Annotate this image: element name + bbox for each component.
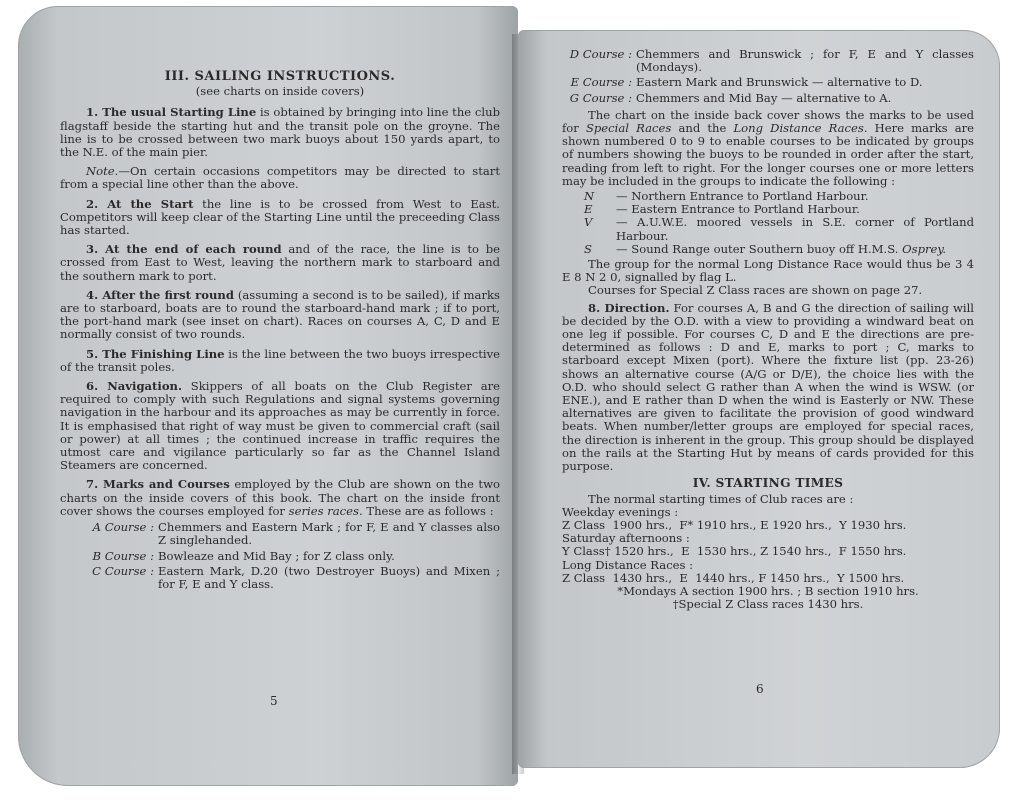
long-distance-label: Long Distance Races : bbox=[562, 557, 694, 572]
paragraph-direction: 8. Direction. For courses A, B and G the direction of sailing will be decided by the O.D. with a view to providing a windward beat on one leg if possible. For courses C, D and E the directions are pre-determined as follows : D and E, marks to port ; C, marks to starboard except Mixen (port). Where the fixture list (pp. 23-26) shows an alternative course (A/G or D/E), the choice lies with the O.D. who should select G rather than A when the wind is WSW. (or ENE.), and E rather than D when the wind is Easterly or NW. These alternatives are given to facilitate the provision of good windward beats. When number/letter groups are employed for special races, the direction is inherent in the group. This group should be displayed on the rails at the Starting Hut by means of cards provided for this purpose. bbox=[562, 300, 974, 474]
course-b: B Course : Bowleaze and Mid Bay ; for Z class only. bbox=[92, 548, 395, 563]
right-page bbox=[518, 30, 1000, 768]
group-letter-e: E — Eastern Entrance to Portland Harbour. bbox=[584, 202, 860, 217]
section-subtitle: (see charts on inside covers) bbox=[195, 84, 365, 99]
course-c: C Course : Eastern Mark, D.20 (two Destroyer Buoys) and Mixen ; for F, E and Y class. bbox=[92, 563, 500, 591]
page-number-right: 6 bbox=[756, 682, 764, 696]
long-distance-times: Z Class 1430 hrs., E 1440 hrs., F 1450 hrs., Y 1500 hrs. bbox=[562, 570, 905, 585]
section-title-sailing-instructions: III. SAILING INSTRUCTIONS. bbox=[164, 69, 396, 84]
section-title-starting-times: IV. STARTING TIMES bbox=[692, 476, 844, 491]
paragraph-at-start: 2. At the Start the line is to be crossed from West to East. Competitors will keep clear of the Starting Line until the preceeding Class has started. bbox=[60, 196, 500, 238]
group-letter-n: N — Northern Entrance to Portland Harbour. bbox=[584, 189, 869, 204]
paragraph-after-first-round: 4. After the first round (assuming a second is to be sailed), if marks are to starboard, boats are to round the starboard-hand mark ; if to port, the port-hand mark (see inset on chart). Races on courses A, C, D and E normally consist of two rounds. bbox=[60, 287, 500, 342]
paragraph-back-cover-chart: The chart on the inside back cover shows the marks to be used for Special Races and the Long Distance Races. Here marks are shown numbered 0 to 9 to enable courses to be indicated by groups of numbers showing the buoys to be rounded in order after the start, reading from left to right. For the longer courses one or more letters may be included in the groups to indicate the following : bbox=[562, 107, 975, 188]
paragraph-special-courses: Courses for Special Z Class races are shown on page 27. bbox=[588, 283, 923, 298]
booklet-spread bbox=[18, 4, 1018, 794]
saturday-label: Saturday afternoons : bbox=[562, 531, 690, 546]
group-letter-s: S — Sound Range outer Southern buoy off H.M.S. Osprey. bbox=[584, 241, 947, 256]
group-letter-v: V — A.U.W.E. moored vessels in S.E. corner of Portland Harbour. bbox=[584, 215, 974, 243]
footnote-special-z: †Special Z Class races 1430 hrs. bbox=[672, 597, 864, 612]
weekday-label: Weekday evenings : bbox=[562, 504, 679, 519]
paragraph-long-distance-group: The group for the normal Long Distance Race would thus be 3 4 E 8 N 2 0, signalled by flag L. bbox=[562, 257, 974, 285]
paragraph-marks-courses: 7. Marks and Courses employed by the Club are shown on the two charts on the inside covers of this book. The chart on the inside front cover shows the courses employed for series races. These are as follows : bbox=[60, 477, 500, 518]
left-page bbox=[18, 6, 518, 786]
course-d: D Course : Chemmers and Brunswick ; for F, E and Y classes (Mondays). bbox=[569, 47, 974, 75]
page-number-left: 5 bbox=[270, 694, 278, 708]
paragraph-finishing-line: 5. The Finishing Line is the line between the two buoys irrespective of the transit poles. bbox=[60, 346, 500, 374]
paragraph-end-of-round: 3. At the end of each round and of the race, the line is to be crossed from East to West, leaving the northern mark to starboard and the southern mark to port. bbox=[60, 242, 500, 283]
course-a: A Course : Chemmers and Eastern Mark ; for F, E and Y classes also Z singlehanded. bbox=[92, 520, 500, 548]
paragraph-starting-line: 1. The usual Starting Line is obtained by bringing into line the club flagstaff beside the starting hut and the transit pole on the groyne. The line is to be crossed between two mark buoys about 150 yards apart, to the N.E. of the main pier. bbox=[60, 105, 500, 160]
course-e: E Course : Eastern Mark and Brunswick — alternative to D. bbox=[570, 75, 923, 90]
saturday-times: Y Class† 1520 hrs., E 1530 hrs., Z 1540 hrs., F 1550 hrs. bbox=[562, 544, 907, 559]
starting-times-intro: The normal starting times of Club races are : bbox=[588, 491, 854, 506]
weekday-times: Z Class 1900 hrs., F* 1910 hrs., E 1920 hrs., Y 1930 hrs. bbox=[562, 517, 907, 532]
paragraph-navigation: 6. Navigation. Skippers of all boats on the Club Register are required to comply with such Regulations and signal systems governing navigation in the harbour and its approaches as may be currently in force. It is emphasised that right of way must be given to commercial craft (sail or power) at all times ; the continued increase in traffic requires the utmost care and vigilance particularly so far as the Channel Island Steamers are concerned. bbox=[60, 379, 501, 473]
footnote-mondays: *Mondays A section 1900 hrs. ; B section 1910 hrs. bbox=[617, 583, 919, 598]
paragraph-note: Note.—On certain occasions competitors may be directed to start from a special line other than the above. bbox=[60, 164, 500, 192]
course-g: G Course : Chemmers and Mid Bay — alternative to A. bbox=[569, 90, 892, 105]
